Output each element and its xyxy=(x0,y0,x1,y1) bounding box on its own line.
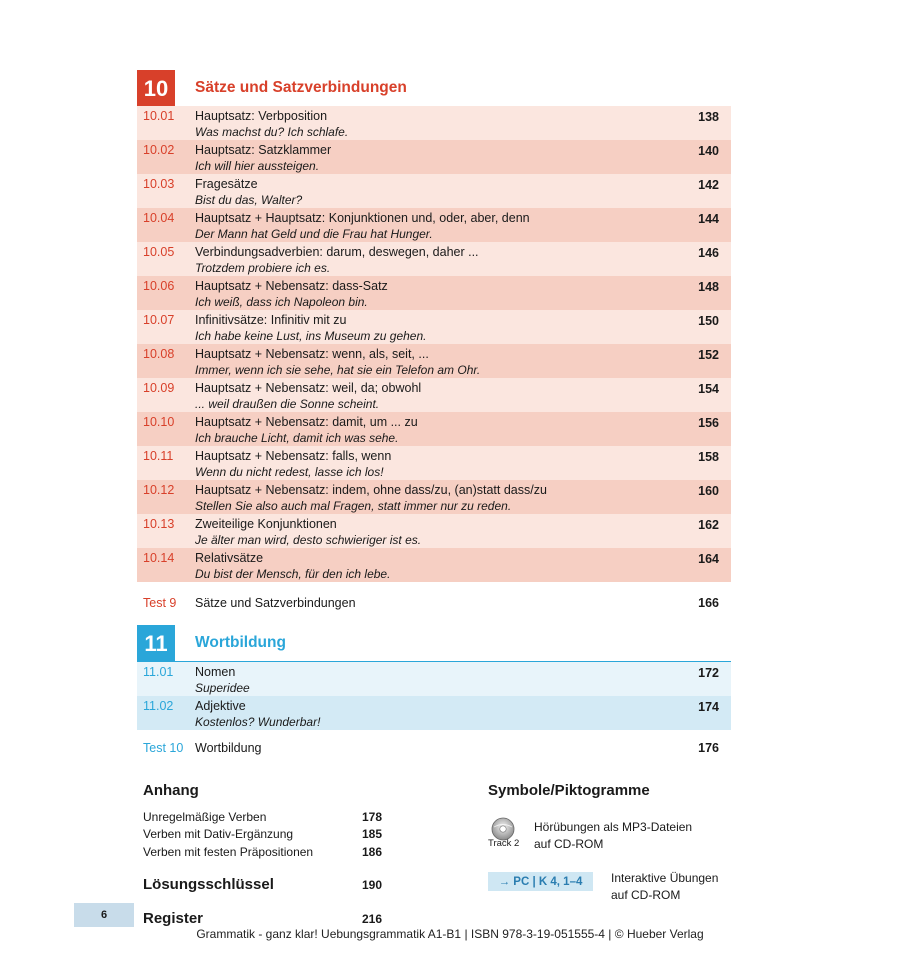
toc-row[interactable] xyxy=(137,378,731,412)
section-example: Was machst du? Ich schlafe. xyxy=(195,125,349,139)
toc-row[interactable] xyxy=(137,276,731,310)
loesungsschluessel-page: 190 xyxy=(362,878,383,892)
section-page: 158 xyxy=(698,450,719,464)
test-9-page: 166 xyxy=(698,596,719,610)
toc-row[interactable] xyxy=(137,662,731,696)
section-number: 11.02 xyxy=(143,699,174,713)
section-title: Nomen xyxy=(195,665,236,679)
test-10-row[interactable] xyxy=(137,739,731,759)
toc-row[interactable] xyxy=(137,696,731,730)
cd-description-line-2: auf CD-ROM xyxy=(534,837,604,851)
test-10-number: Test 10 xyxy=(143,741,184,755)
section-page: 146 xyxy=(698,246,719,260)
section-number: 10.06 xyxy=(143,279,175,293)
section-example: Stellen Sie also auch mal Fragen, statt immer nur zu reden. xyxy=(195,499,512,513)
pc-description-line-2: auf CD-ROM xyxy=(611,888,681,902)
test-10-title: Wortbildung xyxy=(195,741,262,755)
section-example: ... weil draußen die Sonne scheint. xyxy=(195,397,380,411)
section-title: Hauptsatz + Nebensatz: indem, ohne dass/zu, (an)statt dass/zu xyxy=(195,483,547,497)
section-page: 154 xyxy=(698,382,719,396)
section-example: Trotzdem probiere ich es. xyxy=(195,261,331,275)
test-9-title: Sätze und Satzverbindungen xyxy=(195,596,356,610)
page-number-tab: 6 xyxy=(74,903,134,927)
section-number: 10.04 xyxy=(143,211,175,225)
section-title: Hauptsatz + Nebensatz: dass-Satz xyxy=(195,279,388,293)
section-example: Ich will hier aussteigen. xyxy=(195,159,320,173)
section-page: 174 xyxy=(698,700,719,714)
toc-row[interactable] xyxy=(137,208,731,242)
section-title: Hauptsatz: Verbposition xyxy=(195,109,328,123)
test-9-row[interactable] xyxy=(137,594,731,614)
toc-row[interactable] xyxy=(137,106,731,140)
section-title: Zweiteilige Konjunktionen xyxy=(195,517,337,531)
section-example: Kostenlos? Wunderbar! xyxy=(195,715,321,729)
section-page: 164 xyxy=(698,552,719,566)
section-title: Hauptsatz + Nebensatz: wenn, als, seit, ... xyxy=(195,347,429,361)
chapter-11-header xyxy=(137,625,731,663)
section-number: 10.11 xyxy=(143,449,174,463)
chapter-11-title: Wortbildung xyxy=(195,634,286,651)
section-number: 10.08 xyxy=(143,347,175,361)
footer-credit: Grammatik - ganz klar! Uebungsgrammatik A1-B1 | ISBN 978-3-19-051555-4 | © Hueber Verlag xyxy=(196,927,704,941)
section-example: Superidee xyxy=(195,681,250,695)
toc-row[interactable] xyxy=(137,412,731,446)
section-title: Hauptsatz + Nebensatz: damit, um ... zu xyxy=(195,415,418,429)
chapter-10-number: 10 xyxy=(137,70,175,108)
toc-row[interactable] xyxy=(137,310,731,344)
section-example: Wenn du nicht redest, lasse ich los! xyxy=(195,465,384,479)
section-number: 10.09 xyxy=(143,381,175,395)
section-title: Relativsätze xyxy=(195,551,264,565)
chapter-11-number: 11 xyxy=(137,625,175,663)
section-example: Bist du das, Walter? xyxy=(195,193,303,207)
toc-row[interactable] xyxy=(137,242,731,276)
section-page: 138 xyxy=(698,110,719,124)
section-page: 160 xyxy=(698,484,719,498)
register-page: 216 xyxy=(362,912,383,926)
chapter-10-header xyxy=(137,70,731,108)
anhang-heading: Anhang xyxy=(143,782,199,799)
anhang-item-1-label[interactable]: Unregelmäßige Verben xyxy=(143,810,267,824)
toc-row[interactable] xyxy=(137,140,731,174)
toc-row[interactable] xyxy=(137,548,731,582)
section-number: 10.02 xyxy=(143,143,175,157)
section-page: 142 xyxy=(698,178,719,192)
cd-track-label: Track 2 xyxy=(488,838,520,849)
toc-row[interactable] xyxy=(137,480,731,514)
section-title: Hauptsatz: Satzklammer xyxy=(195,143,332,157)
section-number: 10.14 xyxy=(143,551,175,565)
section-page: 148 xyxy=(698,280,719,294)
anhang-item-2-label[interactable]: Verben mit Dativ-Ergänzung xyxy=(143,827,294,841)
toc-row[interactable] xyxy=(137,446,731,480)
section-title: Infinitivsätze: Infinitiv mit zu xyxy=(195,313,347,327)
anhang-item-3-label[interactable]: Verben mit festen Präpositionen xyxy=(143,845,314,859)
section-page: 144 xyxy=(698,212,719,226)
loesungsschluessel-heading[interactable]: Lösungsschlüssel xyxy=(143,876,274,893)
section-example: Immer, wenn ich sie sehe, hat sie ein Telefon am Ohr. xyxy=(195,363,481,377)
section-number: 10.05 xyxy=(143,245,175,259)
section-title: Hauptsatz + Nebensatz: falls, wenn xyxy=(195,449,392,463)
chapter-10-title: Sätze und Satzverbindungen xyxy=(195,79,407,96)
section-example: Der Mann hat Geld und die Frau hat Hunger. xyxy=(195,227,433,241)
section-number: 10.01 xyxy=(143,109,175,123)
section-number: 10.13 xyxy=(143,517,175,531)
register-heading[interactable]: Register xyxy=(143,910,204,927)
symbole-heading: Symbole/Piktogramme xyxy=(488,782,650,799)
section-number: 10.10 xyxy=(143,415,175,429)
toc-row[interactable] xyxy=(137,174,731,208)
section-title: Adjektive xyxy=(195,699,246,713)
section-example: Ich habe keine Lust, ins Museum zu gehen. xyxy=(195,329,427,343)
toc-row[interactable] xyxy=(137,514,731,548)
pc-description-line-1: Interaktive Übungen xyxy=(611,871,719,885)
section-page: 140 xyxy=(698,144,719,158)
test-9-number: Test 9 xyxy=(143,596,177,610)
section-title: Fragesätze xyxy=(195,177,258,191)
section-page: 150 xyxy=(698,314,719,328)
section-number: 10.12 xyxy=(143,483,175,497)
section-page: 172 xyxy=(698,666,719,680)
section-page: 162 xyxy=(698,518,719,532)
cd-description-line-1: Hörübungen als MP3-Dateien xyxy=(534,820,693,834)
section-number: 10.03 xyxy=(143,177,175,191)
anhang-item-3-page: 186 xyxy=(362,845,383,859)
section-page: 156 xyxy=(698,416,719,430)
section-example: Ich weiß, dass ich Napoleon bin. xyxy=(195,295,368,309)
test-10-page: 176 xyxy=(698,741,719,755)
section-number: 11.01 xyxy=(143,665,174,679)
pc-badge: → PC | K 4, 1–4 xyxy=(488,872,593,891)
section-example: Du bist der Mensch, für den ich lebe. xyxy=(195,567,391,581)
anhang-item-2-page: 185 xyxy=(362,827,383,841)
section-page: 152 xyxy=(698,348,719,362)
section-title: Hauptsatz + Hauptsatz: Konjunktionen und, oder, aber, denn xyxy=(195,211,530,225)
section-number: 10.07 xyxy=(143,313,175,327)
section-example: Ich brauche Licht, damit ich was sehe. xyxy=(195,431,399,445)
anhang-item-1-page: 178 xyxy=(362,810,383,824)
section-example: Je älter man wird, desto schwieriger ist es. xyxy=(195,533,422,547)
section-title: Verbindungsadverbien: darum, deswegen, daher ... xyxy=(195,245,479,259)
toc-row[interactable] xyxy=(137,344,731,378)
section-title: Hauptsatz + Nebensatz: weil, da; obwohl xyxy=(195,381,422,395)
